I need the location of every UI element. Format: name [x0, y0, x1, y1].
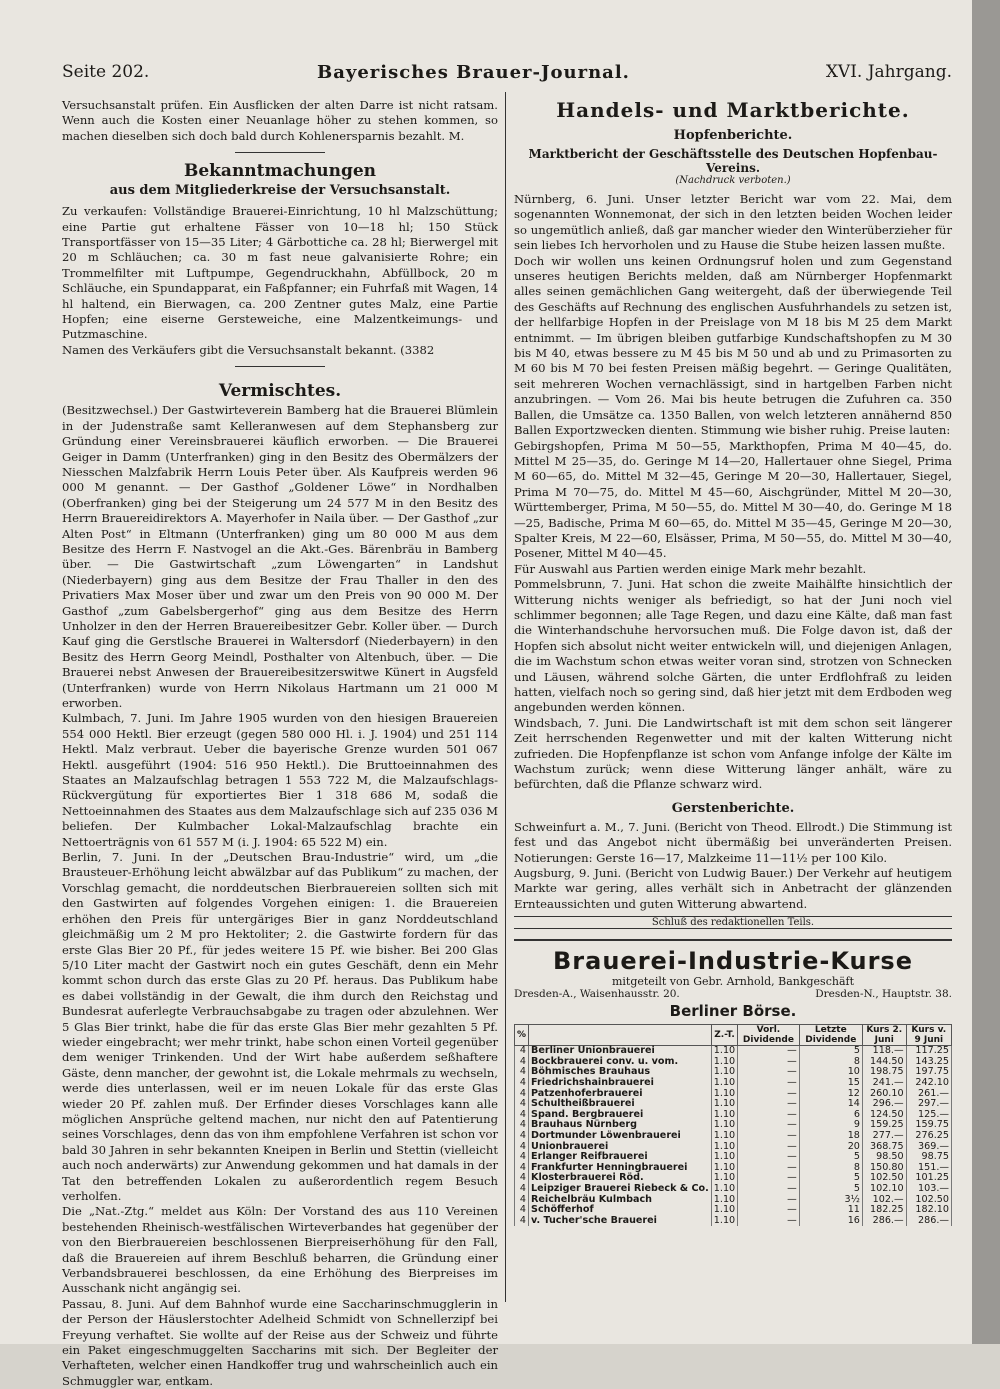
table-cell: —: [738, 1131, 800, 1142]
table-cell: 1.10: [711, 1099, 737, 1110]
table-cell: 5: [799, 1046, 862, 1057]
table-cell: 150.80: [862, 1163, 906, 1174]
table-cell: 4: [515, 1152, 529, 1163]
table-cell: 276.25: [906, 1131, 951, 1142]
table-cell: 4: [515, 1046, 529, 1057]
stock-table: [514, 1024, 952, 1226]
table-cell: 5: [799, 1152, 862, 1163]
table-cell: Erlanger Reifbrauerei: [529, 1152, 712, 1163]
table-cell: 1.10: [711, 1163, 737, 1174]
table-cell: 198.75: [862, 1067, 906, 1078]
table-cell: —: [738, 1110, 800, 1121]
page-header: [62, 62, 952, 88]
article-paragraph: Die „Nat.-Ztg.“ meldet aus Köln: Der Vorstand des aus 110 Vereinen bestehenden Rheinisch-westfälischen Wirteverbandes hat gegenüber der von den Bierbrauereien beschlossenen Bierpreiserhöhung für den Fall, daß die Brauereien auf ihrem Beschluß beharren, die Gründung einer Verbandsbrauerei beschlossen, da eine Erhöhung des Bierpreises im Ausschank nicht angängig sei.: [62, 1204, 498, 1296]
table-cell: 6: [799, 1110, 862, 1121]
table-cell: Leipziger Brauerei Riebeck & Co.: [529, 1184, 712, 1195]
table-cell: 12: [799, 1089, 862, 1100]
table-cell: Patzenhoferbrauerei: [529, 1089, 712, 1100]
table-cell: 1.10: [711, 1173, 737, 1184]
table-cell: 1.10: [711, 1110, 737, 1121]
article-paragraph: (Besitzwechsel.) Der Gastwirteverein Bamberg hat die Brauerei Blümlein in der Judenstraße samt Kelleranwesen auf dem Stephansberg zur Gründung einer Vereinsbrauerei käuflich erworben. — Die Brauerei Geiger in Damm (Unterfranken) ging in den Besitz des Obermälzers der Niesschen Malzfabrik Herrn Louis Peter über. Als Kaufpreis werden 96 000 M genannt. — Der Gasthof „Goldener Löwe“ in Nordhalben (Oberfranken) ging bei der Steigerung um 24 577 M in den Besitz des Herrn Brauereidirektors A. Mayerhofer in Naila über. — Der Gasthof „zur Alten Post“ in Eltmann (Unterfranken) ging um 80 000 M aus dem Besitze des Herrn F. Nastvogel an die Akt.-Ges. Bärenbräu in Bamberg über. — Die Gastwirtschaft „zum Löwengarten“ in Landshut (Niederbayern) ging aus dem Besitze der Frau Thaller in den des Privatiers Max Moser über und zwar um den Preis von 90 000 M. Der Gasthof „zum Gabelsbergerhof“ ging aus dem Besitze des Herrn Unholzer in den der Herren Brauereibesitzer Gebr. Koller über. — Durch Kauf ging die Gerstlsche Brauerei in Waltersdorf (Niederbayern) in den Besitz des Herrn Georg Meindl, Posthalter von Altenbuch, über. — Die Brauerei nebst Anwesen der Brauereibesitzerswitwe Künert in Augsfeld (Unterfranken) wurde von Herrn Nikolaus Hartmann um 21 000 M erworben.: [62, 403, 498, 710]
table-cell: 1.10: [711, 1078, 737, 1089]
table-cell: 102.10: [862, 1184, 906, 1195]
table-cell: Schöfferhof: [529, 1205, 712, 1216]
column-header: %: [515, 1025, 529, 1046]
report-paragraph: Doch wir wollen uns keinen Ordnungsruf holen und zum Gegenstand unseres heutigen Berichts melden, daß am Nürnberger Hopfenmarkt alles seinen gemächlichen Gang weitergeht, daß der überwiegende Teil des Geschäfts auf Rechnung des englischen Ausfuhrhandels zu setzen ist, der hellfarbige Hopfen in der Preislage von M 18 bis M 25 dem Markt entnimmt. — Im übrigen bleiben gutfarbige Kundschaftshopfen zu M 30 bis M 40, etwas bessere zu M 45 bis M 50 und ab und zu Primasorten zu M 60 bis M 70 bei festen Preisen mäßig begehrt. — Geringe Qualitäten, seit mehreren Wochen vernachlässigt, sind in hartgelben Farben nicht anzubringen. — Vom 26. Mai bis heute betrugen die Zufuhren ca. 350 Ballen, die Umsätze ca. 1350 Ballen, von welch letzteren annähernd 850 Ballen Exportzwecken dienten. Stimmung wie bisher ruhig. Preise lauten:: [514, 253, 952, 438]
table-cell: —: [738, 1216, 800, 1227]
table-cell: 4: [515, 1110, 529, 1121]
table-cell: 3½: [799, 1195, 862, 1206]
table-cell: 10: [799, 1067, 862, 1078]
table-cell: 1.10: [711, 1184, 737, 1195]
table-cell: 4: [515, 1057, 529, 1068]
table-cell: 369.—: [906, 1142, 951, 1153]
table-cell: 9: [799, 1120, 862, 1131]
table-cell: —: [738, 1099, 800, 1110]
table-cell: 182.25: [862, 1205, 906, 1216]
table-cell: —: [738, 1067, 800, 1078]
table-cell: 297.—: [906, 1099, 951, 1110]
table-cell: 4: [515, 1089, 529, 1100]
hop-reports-heading: Hopfenberichte.: [673, 128, 793, 143]
report-paragraph: Pommelsbrunn, 7. Juni. Hat schon die zweite Maihälfte hinsichtlich der Witterung nichts weniger als befriedigt, so hat der Juni noch viel schlimmer begonnen; alle Tage Regen, und dazu eine Kälte, daß man fast die Winterhandschuhe hervorsuchen muß. Die Folge davon ist, daß der Hopfen sich absolut nicht weiter entwickeln will, und diejenigen Anlagen, die im Wachstum schon etwas weiter voran sind, strotzen von Schnecken und Läusen, während solche Gärten, die unter Erdflohfraß zu leiden hatten, vielfach noch so gering sind, daß hier jetzt mit dem Erdboden weg angebunden werden können.: [514, 577, 952, 715]
table-cell: —: [738, 1184, 800, 1195]
right-column: [514, 98, 952, 1226]
market-reports-title: Handels- und Marktberichte.: [556, 98, 910, 122]
table-cell: 98.75: [906, 1152, 951, 1163]
separator: [235, 152, 325, 153]
bank-addresses: [514, 988, 952, 1000]
table-cell: Böhmisches Brauhaus: [529, 1067, 712, 1078]
table-cell: 1.10: [711, 1046, 737, 1057]
table-cell: 144.50: [862, 1057, 906, 1068]
table-cell: Brauhaus Nürnberg: [529, 1120, 712, 1131]
page-number: Seite 202.: [62, 62, 150, 82]
table-cell: —: [738, 1046, 800, 1057]
table-cell: 1.10: [711, 1195, 737, 1206]
table-cell: 260.10: [862, 1089, 906, 1100]
intro-paragraph: Versuchsanstalt prüfen. Ein Ausflicken der alten Darre ist nicht ratsam. Wenn auch die Kosten einer Neuanlage höher zu stehen kommen, so machen dieselben sich doch bald durch Kohlenersparnis bezahlt. M.: [62, 98, 498, 143]
table-cell: 143.25: [906, 1057, 951, 1068]
table-cell: 151.—: [906, 1163, 951, 1174]
table-cell: 4: [515, 1163, 529, 1174]
table-cell: 1.10: [711, 1120, 737, 1131]
column-header: Kurs v. 9 Juni: [906, 1025, 951, 1046]
table-cell: 182.10: [906, 1205, 951, 1216]
article-paragraph: Berlin, 7. Juni. In der „Deutschen Brau-Industrie“ wird, um „die Brausteuer-Erhöhung leicht abwälzbar auf das Publikum“ zu machen, der Vorschlag gemacht, die norddeutschen Bierbrauereien sollten sich mit den Gastwirten auf folgendes Vorgehen einigen: 1. die Brauereien erhöhen den Preis für untergäriges Bier in ganz Norddeutschland gleichmäßig um 2 M pro Hektoliter; 2. die Gastwirte fordern für das erste Glas Bier 20 Pf., für jedes weitere 15 Pf. wie bisher. Bei 200 Glas 5/10 Liter macht der Gastwirt noch ein gutes Geschäft, denn ein Mehr kommt schon durch das erste Glas zu 20 Pf. heraus. Das Publikum habe es dabei vollständig in der Gewalt, die ihm durch den Reichstag und Bundesrat auferlegte Verbrauchsabgabe zu tragen oder abzulehnen. Wer 5 Glas Bier trinkt, habe die für das erste Glas Bier mehr gezahlten 5 Pf. wieder eingebracht; wer mehr trinkt, habe schon einen Vorteil gegenüber dem weniger Trinkenden. Und der Wirt habe außerdem seßhaftere Gäste, denn mancher, der gewohnt ist, die Lokale mehrmals zu wechseln, werde dies unterlassen, weil er im neuen Lokale für das erste Glas wieder 20 Pf. zahlen muß. Der Erfinder dieses Vorschlages kann alle möglichen Ansprüche geltend machen, nur nicht den auf Patentierung seines Vorschlages, denn das von ihm empfohlene Verfahren ist schon vor bald 30 Jahren in sehr bekannten Kneipen in Berlin und Stettin (vielleicht auch noch anderwärts) zur Anwendung gekommen und hat damals in der Tat den betreffenden Lokalen zu außerordentlich regem Besuch verholfen.: [62, 850, 498, 1203]
table-cell: Spand. Bergbrauerei: [529, 1110, 712, 1121]
table-cell: Dortmunder Löwenbrauerei: [529, 1131, 712, 1142]
table-cell: 261.—: [906, 1089, 951, 1100]
table-cell: —: [738, 1057, 800, 1068]
report-paragraph: Windsbach, 7. Juni. Die Landwirtschaft ist mit dem schon seit längerer Zeit herrschenden Regenwetter und mit der kalten Witterung nicht zufrieden. Die Hopfenpflanze ist schon vom Anfange infolge der Kälte im Wachstum zurück; wenn diese Witterung länger anhält, wäre zu befürchten, daß die Pflanze schwarz wird.: [514, 715, 952, 792]
table-cell: 18: [799, 1131, 862, 1142]
table-cell: 15: [799, 1078, 862, 1089]
table-cell: 1.10: [711, 1216, 737, 1227]
article-paragraph: Passau, 8. Juni. Auf dem Bahnhof wurde eine Saccharinschmugglerin in der Person der Häuslerstochter Adelheid Schmidt von Schnellerzipf bei Freyung verhaftet. Sie wollte auf der Reise aus der Schweiz und führte ein Paket eingeschmuggelten Saccharins mit sich. Der Begleiter der Verhafteten, welcher einen Handkoffer trug und wahrscheinlich auch ein Schmuggler war, entkam.: [62, 1296, 498, 1388]
table-cell: 14: [799, 1099, 862, 1110]
report-paragraph: Augsburg, 9. Juni. (Bericht von Ludwig Bauer.) Der Verkehr auf heutigem Markte war gering, alles verhält sich in Anbetracht der glänzenden Ernteaussichten und guten Witterung abwartend.: [514, 866, 952, 911]
table-body: [515, 1046, 952, 1227]
report-paragraph: Nürnberg, 6. Juni. Unser letzter Bericht war vom 22. Mai, dem sogenannten Wonnemonat, der sich in den letzten beiden Wochen leider so ungemütlich anließ, daß gar mancher wieder den Winterüberzieher für sein liebes Ich hervorholen und zu Hause die Stube heizen lassen mußte.: [514, 192, 952, 253]
table-cell: v. Tucher'sche Brauerei: [529, 1216, 712, 1227]
reprint-notice: (Nachdruck verboten.): [675, 175, 791, 186]
table-cell: 102.—: [862, 1195, 906, 1206]
table-cell: 11: [799, 1205, 862, 1216]
column-header: Z.-T.: [711, 1025, 737, 1046]
stock-quotes-source: mitgeteilt von Gebr. Arnhold, Bankgeschäft: [611, 975, 855, 989]
table-cell: 242.10: [906, 1078, 951, 1089]
table-cell: 124.50: [862, 1110, 906, 1121]
table-cell: 4: [515, 1195, 529, 1206]
table-cell: —: [738, 1120, 800, 1131]
table-header: [515, 1025, 952, 1046]
column-header: Vorl. Dividende: [738, 1025, 800, 1046]
table-cell: 98.50: [862, 1152, 906, 1163]
table-cell: 4: [515, 1078, 529, 1089]
table-cell: —: [738, 1089, 800, 1100]
table-cell: 4: [515, 1099, 529, 1110]
price-list: Gebirgshopfen, Prima M 50—55, Markthopfen, Prima M 40—45, do. Mittel M 25—35, do. Geringe M 14—20, Hallertauer ohne Siegel, Prima M 60—65, do. Mittel M 32—45, Geringe M 20—30, Hallertauer, Siegel, Prima M 70—75, do. Mittel M 45—60, Aischgründer, Mittel M 20—30, Württemberger, Prima, M 50—55, do. Mittel M 30—40, do. Geringe M 18—25, Badische, Prima M 60—65, do. Mittel M 35—45, Geringe M 20—30, Spalter Kreis, M 22—60, Elsässer, Prima, M 50—55, do. Mittel M 30—40, Posener, Mittel M 40—45.: [514, 438, 952, 561]
table-cell: 102.50: [862, 1173, 906, 1184]
table-cell: 159.25: [862, 1120, 906, 1131]
table-cell: 1.10: [711, 1089, 737, 1100]
table-cell: —: [738, 1152, 800, 1163]
table-cell: 16: [799, 1216, 862, 1227]
journal-title: Bayerisches Brauer-Journal.: [317, 62, 630, 83]
column-divider: [505, 92, 506, 1302]
table-cell: 159.75: [906, 1120, 951, 1131]
table-cell: 4: [515, 1142, 529, 1153]
table-cell: 4: [515, 1131, 529, 1142]
table-row: [515, 1184, 952, 1195]
left-column: [62, 98, 498, 1389]
table-cell: 8: [799, 1163, 862, 1174]
stock-quotes-title: Brauerei-Industrie-Kurse: [553, 947, 913, 976]
table-cell: 1.10: [711, 1152, 737, 1163]
column-header: Kurs 2. Juni: [862, 1025, 906, 1046]
table-cell: 286.—: [862, 1216, 906, 1227]
table-cell: 20: [799, 1142, 862, 1153]
table-cell: 5: [799, 1184, 862, 1195]
table-cell: Berliner Unionbrauerei: [529, 1046, 712, 1057]
table-cell: 4: [515, 1120, 529, 1131]
table-cell: 117.25: [906, 1046, 951, 1057]
table-cell: 102.50: [906, 1195, 951, 1206]
stock-quotes-box: [514, 939, 952, 1226]
table-cell: 1.10: [711, 1057, 737, 1068]
report-paragraph: Für Auswahl aus Partien werden einige Mark mehr bezahlt.: [514, 561, 867, 576]
table-cell: 277.—: [862, 1131, 906, 1142]
table-cell: Unionbrauerei: [529, 1142, 712, 1153]
table-cell: Klosterbrauerei Röd.: [529, 1173, 712, 1184]
table-cell: —: [738, 1173, 800, 1184]
address-n: Dresden-N., Hauptstr. 38.: [815, 988, 952, 1001]
table-cell: 125.—: [906, 1110, 951, 1121]
table-cell: 4: [515, 1184, 529, 1195]
table-cell: 1.10: [711, 1067, 737, 1078]
table-cell: —: [738, 1142, 800, 1153]
table-row: [515, 1216, 952, 1227]
article-paragraph: Kulmbach, 7. Juni. Im Jahre 1905 wurden von den hiesigen Brauereien 554 000 Hektl. Bier erzeugt (gegen 580 000 Hl. i. J. 1904) und 251 114 Hektl. Malz verbraut. Ueber die bayerische Grenze wurden 501 067 Hektl. ausgeführt (1904: 516 950 Hektl.). Die Bruttoeinnahmen des Staates an Malzaufschlag betragen 1 553 722 M, die Malzaufschlags-Rückvergütung für exportiertes Bier 1 318 686 M, sodaß die Nettoeinnahmen des Staates aus dem Malzaufschlage sich auf 235 036 M beliefen. Der Kulmbacher Lokal-Malzaufschlag brachte ein Nettoerträgnis von 61 557 M (i. J. 1904: 65 522 M) ein.: [62, 711, 498, 849]
table-cell: 1.10: [711, 1205, 737, 1216]
volume: XVI. Jahrgang.: [825, 62, 952, 82]
table-cell: —: [738, 1205, 800, 1216]
table-cell: Frankfurter Henningbrauerei: [529, 1163, 712, 1174]
table-cell: —: [738, 1163, 800, 1174]
berlin-exchange-title: Berliner Börse.: [669, 1002, 797, 1021]
barley-reports-heading: Gerstenberichte.: [671, 800, 795, 816]
editorial-end: Schluß des redaktionellen Teils.: [514, 916, 952, 929]
column-header: Letzte Dividende: [799, 1025, 862, 1046]
table-cell: 8: [799, 1057, 862, 1068]
table-cell: Bockbrauerei conv. u. vom.: [529, 1057, 712, 1068]
table-cell: 101.25: [906, 1173, 951, 1184]
table-cell: 4: [515, 1205, 529, 1216]
table-cell: 5: [799, 1173, 862, 1184]
table-cell: 368.75: [862, 1142, 906, 1153]
table-cell: 197.75: [906, 1067, 951, 1078]
table-cell: 1.10: [711, 1142, 737, 1153]
scan-edge: [972, 0, 1000, 1344]
table-cell: Reichelbräu Kulmbach: [529, 1195, 712, 1206]
announcement-text: Zu verkaufen: Vollständige Brauerei-Einrichtung, 10 hl Malzschüttung; eine Partie gut erhaltene Fässer von 10—18 hl; 150 Stück Transportfässer von 15—35 Liter; 4 Gärbottiche ca. 28 hl; Bierwergel mit 20 m Schläuchen; ca. 30 m fast neue galvanisierte Rohre; ein Trommelfilter mit Luftpumpe, Gegendruckhahn, Abfüllbock, 20 m Schläuche, ein Spundapparat, ein Faßpfanner; ein Fuhrfaß mit Wagen, 14 hl haltend, ein Bierwagen, ca. 200 Zentner gutes Malz, eine Partie Hopfen; eine eiserne Gersteweiche, eine Malzentkeimungs- und Putzmaschine.: [62, 204, 498, 342]
announcements-title: Bekanntmachungen: [183, 161, 377, 182]
announcement-end: Namen des Verkäufers gibt die Versuchsanstalt bekannt. (3382: [62, 342, 435, 357]
table-cell: 286.—: [906, 1216, 951, 1227]
table-cell: 4: [515, 1067, 529, 1078]
table-cell: —: [738, 1195, 800, 1206]
announcements-subtitle: aus dem Mitgliederkreise der Versuchsanstalt.: [109, 183, 451, 199]
table-cell: 296.—: [862, 1099, 906, 1110]
table-cell: Friedrichshainbrauerei: [529, 1078, 712, 1089]
table-cell: 103.—: [906, 1184, 951, 1195]
table-cell: 4: [515, 1173, 529, 1184]
misc-title: Vermischtes.: [218, 381, 342, 402]
table-cell: —: [738, 1078, 800, 1089]
table-cell: 1.10: [711, 1131, 737, 1142]
separator: [235, 366, 325, 367]
table-cell: Schultheißbrauerei: [529, 1099, 712, 1110]
report-paragraph: Schweinfurt a. M., 7. Juni. (Bericht von Theod. Ellrodt.) Die Stimmung ist fest und das Angebot nicht übermäßig bei unveränderten Preisen. Notierungen: Gerste 16—17, Malzkeime 11—11½ per 100 Kilo.: [514, 819, 952, 865]
table-cell: 118.—: [862, 1046, 906, 1057]
market-report-heading: Marktbericht der Geschäftsstelle des Deutschen Hopfenbau-Vereins.: [528, 147, 938, 175]
column-header: [529, 1025, 712, 1046]
address-a: Dresden-A., Waisenhausstr. 20.: [514, 988, 680, 1001]
table-cell: 241.—: [862, 1078, 906, 1089]
table-cell: 4: [515, 1216, 529, 1227]
